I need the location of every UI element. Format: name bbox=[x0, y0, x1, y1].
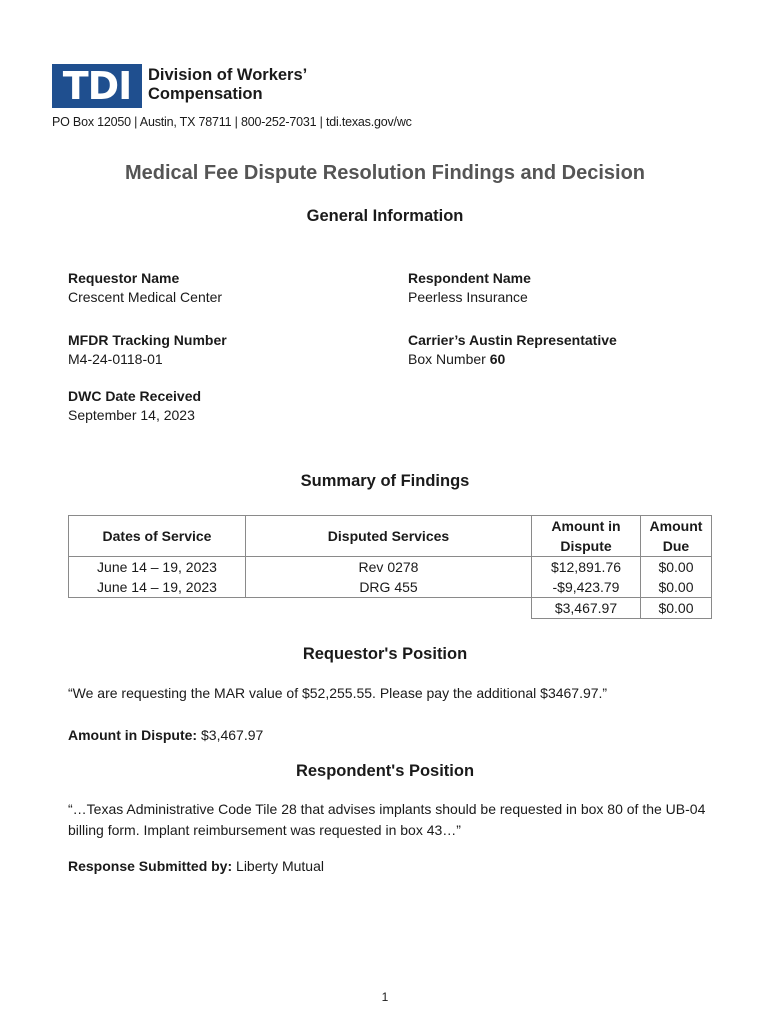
tracking-number-block bbox=[68, 332, 227, 367]
row-amount: -$9,423.79 bbox=[532, 577, 641, 598]
response-submitted-value: Liberty Mutual bbox=[232, 858, 324, 874]
org-name bbox=[148, 66, 307, 104]
row-amount: $12,891.76 bbox=[532, 557, 641, 578]
page-number: 1 bbox=[381, 990, 389, 1004]
response-submitted-label: Response Submitted by: bbox=[68, 858, 233, 874]
respondent-position-heading: Respondent's Position bbox=[295, 762, 475, 780]
header-disputed-services: Disputed Services bbox=[246, 516, 532, 557]
row-dates: June 14 – 19, 2023 bbox=[69, 577, 246, 598]
carrier-rep-block bbox=[408, 332, 617, 367]
contact-line: PO Box 12050 | Austin, TX 78711 | 800-252-7031 | tdi.texas.gov/wc bbox=[52, 115, 412, 129]
org-name-line2: Compensation bbox=[148, 85, 263, 103]
header-amount-in-dispute-line2: Dispute bbox=[560, 538, 612, 554]
requestor-position-heading: Requestor's Position bbox=[302, 645, 468, 663]
general-information-heading: General Information bbox=[306, 207, 464, 225]
row-due: $0.00 bbox=[641, 557, 712, 578]
row-service: Rev 0278 bbox=[246, 557, 532, 578]
tracking-number-value: M4-24-0118-01 bbox=[68, 351, 163, 367]
respondent-name-value: Peerless Insurance bbox=[408, 289, 528, 305]
total-amount-in-dispute: $3,467.97 bbox=[532, 598, 641, 619]
requestor-quote: “We are requesting the MAR value of $52,255.55. Please pay the additional $3467.97.” bbox=[68, 685, 608, 701]
table-row bbox=[69, 577, 712, 598]
date-received-value: September 14, 2023 bbox=[68, 407, 195, 423]
table-total-row bbox=[69, 598, 712, 619]
total-amount-due: $0.00 bbox=[641, 598, 712, 619]
document-title: Medical Fee Dispute Resolution Findings and Decision bbox=[124, 162, 646, 184]
amount-in-dispute-value: $3,467.97 bbox=[197, 727, 264, 743]
tdi-logo: TDI bbox=[52, 64, 142, 108]
box-number-prefix: Box Number bbox=[408, 351, 490, 367]
table-row bbox=[69, 557, 712, 578]
header-amount-due-line2: Due bbox=[662, 538, 690, 554]
findings-table bbox=[68, 515, 712, 619]
tracking-number-label: MFDR Tracking Number bbox=[68, 332, 227, 348]
carrier-rep-label: Carrier’s Austin Representative bbox=[408, 332, 617, 348]
respondent-name-block bbox=[408, 270, 531, 305]
response-submitted-line bbox=[68, 856, 718, 877]
summary-heading: Summary of Findings bbox=[300, 472, 470, 490]
box-number: 60 bbox=[489, 351, 506, 367]
respondent-quote: “…Texas Administrative Code Tile 28 that advises implants should be requested in box 80 of the UB-04 billing form. Implant reimbursement was requested in box 43…” bbox=[68, 801, 706, 838]
requestor-name-block bbox=[68, 270, 222, 305]
findings-header-row bbox=[69, 516, 712, 557]
header-dates-of-service: Dates of Service bbox=[69, 516, 246, 557]
header-amount-in-dispute bbox=[532, 516, 641, 557]
org-name-line1: Division of Workers’ bbox=[148, 66, 308, 84]
row-due: $0.00 bbox=[641, 577, 712, 598]
respondent-name-label: Respondent Name bbox=[408, 270, 531, 286]
date-received-block bbox=[68, 388, 201, 423]
header-amount-due-line1: Amount bbox=[649, 518, 703, 534]
carrier-rep-value bbox=[408, 351, 617, 367]
requestor-name-label: Requestor Name bbox=[68, 270, 180, 286]
row-service: DRG 455 bbox=[246, 577, 532, 598]
requestor-name-value: Crescent Medical Center bbox=[68, 289, 223, 305]
amount-in-dispute-label: Amount in Dispute: bbox=[68, 727, 198, 743]
header-amount-in-dispute-line1: Amount in bbox=[551, 518, 621, 534]
header-amount-due bbox=[641, 516, 712, 557]
amount-in-dispute-line bbox=[68, 725, 718, 746]
row-dates: June 14 – 19, 2023 bbox=[69, 557, 246, 578]
date-received-label: DWC Date Received bbox=[68, 388, 202, 404]
